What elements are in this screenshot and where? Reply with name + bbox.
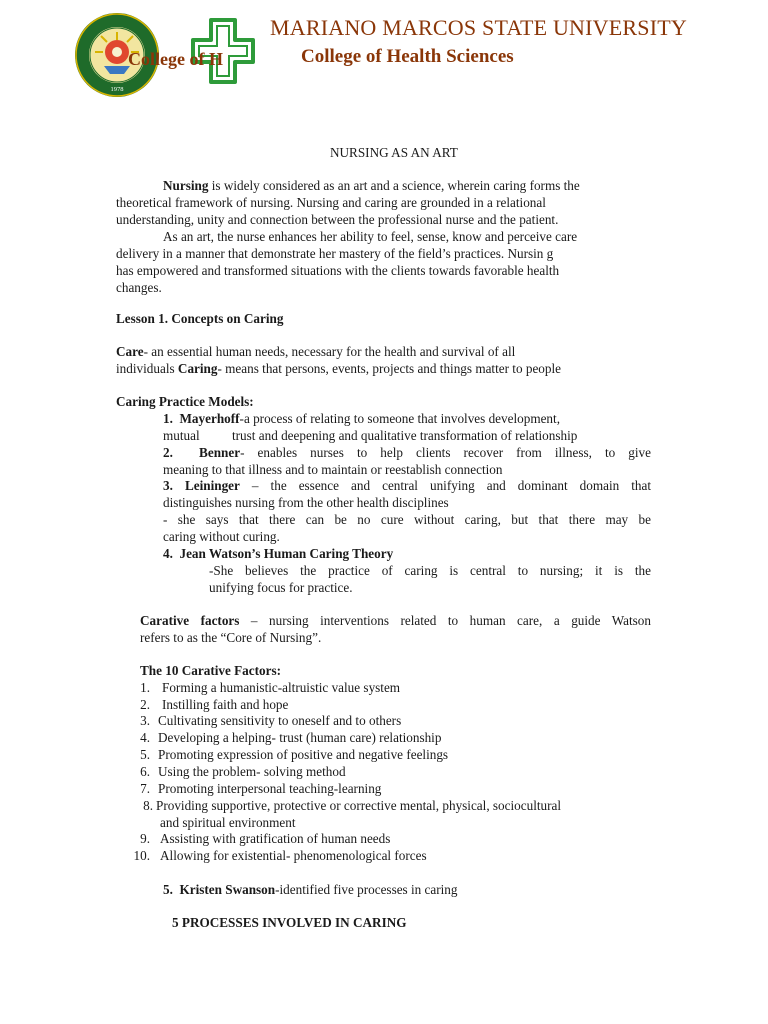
model-number: 1. [163,411,173,426]
care-text: - an essential human needs, necessary for the health and survival of all [143,344,516,359]
model-line: meaning to that illness and to maintain or reestablish connection [163,462,503,477]
list-item-text: Promoting expression of positive and negative feelings [158,747,449,762]
model-mayerhoff [163,411,560,428]
model-swanson [163,882,457,899]
model-text: – the essence and central unifying and dominant domain that [239,478,652,493]
list-item-text: Allowing for existential- phenomenological forces [160,848,427,863]
caring-text: - means that persons, events, projects and things matter to people [217,361,562,376]
model-number: 4. [163,546,173,561]
model-name: Benner [199,445,241,460]
model-line: -She believes the practice of caring is central to nursing; it is the [209,563,651,578]
model-text: -a process of relating to someone that involves development, [239,411,560,426]
factor-continuation: and spiritual environment [160,815,296,830]
carative-text: – nursing interventions related to human care, a guide Watson [239,613,651,628]
intro-line: changes. [116,280,162,295]
caring-term: Caring [177,361,218,376]
list-item-text: Developing a helping- trust (human care) relationship [158,730,442,745]
college-name: College of Health Sciences [301,46,514,67]
model-text: mutual [163,428,200,443]
model-leininger [163,478,651,495]
models-heading: Caring Practice Models: [116,394,254,409]
header-overlap-text: College of H [128,49,223,69]
model-text: -identified five processes in caring [275,882,458,897]
list-item-number: 4. [140,730,150,745]
list-item-text: Forming a humanistic-altruistic value system [162,680,401,695]
university-name: MARIANO MARCOS STATE UNIVERSITY [270,15,687,40]
processes-heading: 5 PROCESSES INVOLVED IN CARING [172,915,407,930]
model-line: caring without curing. [163,529,280,544]
list-item-text: Instilling faith and hope [162,697,289,712]
list-item-number: 5. [140,747,150,762]
carative-term: Carative factors [140,613,240,628]
caring-definition [116,361,561,378]
model-line: trust and deepening and qualitative transformation of relationship [232,428,578,443]
model-name: Jean Watson’s Human Caring Theory [179,546,394,561]
model-name: Mayerhoff [179,411,240,426]
model-text: - enables nurses to help clients recover from illness, to give [240,445,651,460]
list-item-number: 1. [140,680,150,695]
care-term: Care [116,344,144,359]
list-item-text: Assisting with gratification of human needs [160,831,391,846]
list-item-number: 8. [143,798,153,813]
model-line: distinguishes nursing from the other health disciplines [163,495,449,510]
carative-definition [140,613,651,630]
carative-line: refers to as the “Core of Nursing”. [140,630,322,645]
model-number: 5. [163,882,173,897]
lesson-heading: Lesson 1. Concepts on Caring [116,311,284,326]
intro-text: is widely considered as an art and a science, wherein caring forms the [208,178,580,193]
list-item-number: 2. [140,697,150,712]
list-item-text: Cultivating sensitivity to oneself and to others [158,713,402,728]
list-item-text: Promoting interpersonal teaching-learning [158,781,382,796]
ten-factors-heading: The 10 Carative Factors: [140,663,281,678]
svg-text:1978: 1978 [110,86,124,93]
intro-line: As an art, the nurse enhances her ability to feel, sense, know and perceive care [163,229,578,244]
list-item-number: 6. [140,764,150,779]
model-number: 3. [163,478,173,493]
caring-prefix: individuals [116,361,178,376]
intro-line: delivery in a manner that demonstrate her mastery of the field’s practices. Nursin g [116,246,554,261]
model-benner [163,445,651,462]
model-name: Leininger [184,478,240,493]
intro-bold-term: Nursing [163,178,209,193]
list-item-number: 7. [140,781,150,796]
model-watson [163,546,393,563]
list-item-text: Using the problem- solving method [158,764,346,779]
list-item-number: 9. [140,831,150,846]
intro-line [163,178,580,195]
list-item-text: Providing supportive, protective or corrective mental, physical, sociocultural [156,798,562,813]
intro-line: understanding, unity and connection between the professional nurse and the patient. [116,212,559,227]
model-line [163,428,200,445]
model-line: unifying focus for practice. [209,580,353,595]
care-definition [116,344,515,361]
model-number: 2. [163,445,173,460]
document-title: NURSING AS AN ART [330,145,458,160]
intro-line: theoretical framework of nursing. Nursing and caring are grounded in a relational [116,195,546,210]
model-name: Kristen Swanson [179,882,276,897]
intro-line: has empowered and transformed situations with the clients towards favorable health [116,263,560,278]
list-item-number: 3. [140,713,150,728]
list-item-number: 10. [133,848,150,863]
model-line: - she says that there can be no cure without caring, but that there may be [163,512,651,527]
